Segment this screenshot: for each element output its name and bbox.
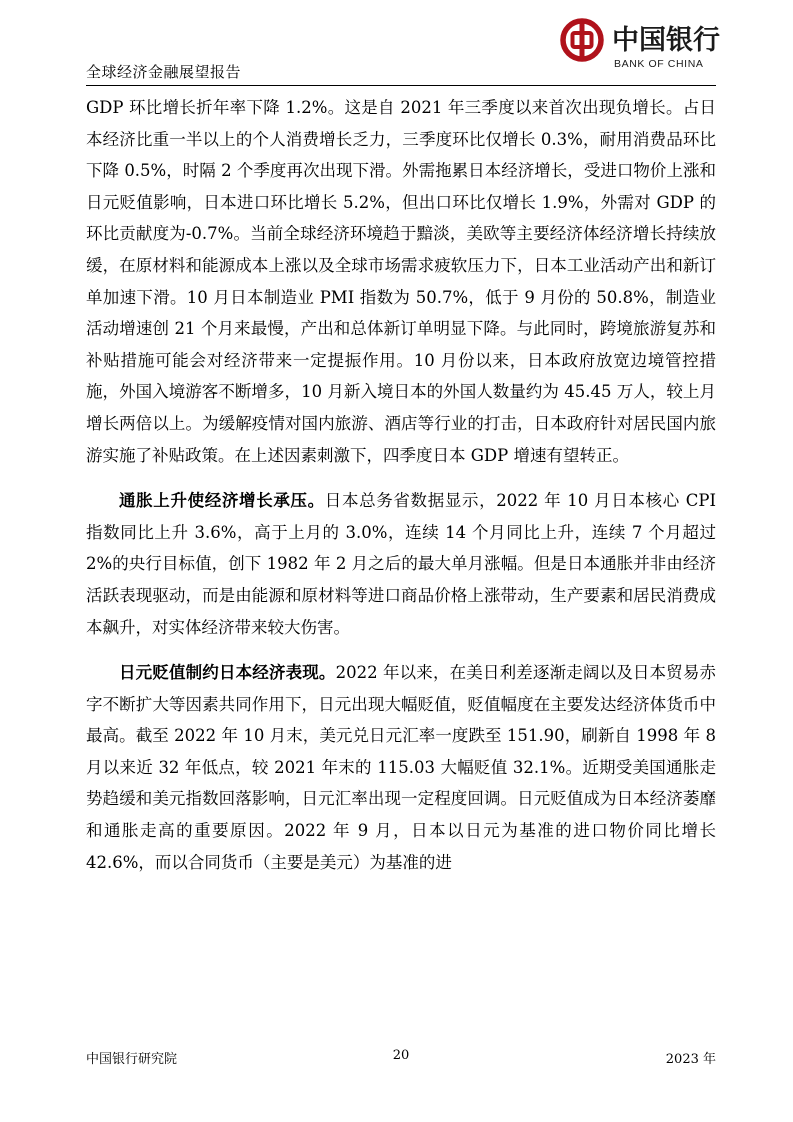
footer-year: 2023 年 [665,1052,716,1067]
page-header [86,14,720,84]
paragraph-lead: 通胀上升使经济增长承压。 [119,491,325,511]
bank-logo [556,14,720,80]
bank-of-china-emblem-icon [560,18,604,62]
paragraph [86,92,716,471]
paragraph-text: 日本总务省数据显示，2022 年 10 月日本核心 CPI 指数同比上升 3.6%，高于上月的 3.0%，连续 14 个月同比上升，连续 7 个月超过 2%的央行目标值，创下 1982 年 2 月之后的最大单月涨幅。但是日本通胀并非由经济活跃表现驱动，而是由能源和原材料等进口商品价格上涨带动，生产要素和居民消费成本飙升，对实体经济带来较大伤害。 [86,491,716,637]
page-footer [86,1048,716,1068]
paragraph [86,657,716,878]
logo-english-name: BANK OF CHINA [614,58,704,70]
page-number: 20 [392,1048,410,1063]
paragraph [86,485,716,643]
footer-institute: 中国银行研究院 [86,1052,178,1067]
paragraph-text: 2022 年以来，在美日利差逐渐走阔以及日本贸易赤字不断扩大等因素共同作用下，日元出现大幅贬值，贬值幅度在主要发达经济体货币中最高。截至 2022 年 10 月末，美元兑日元汇率一度跌至 151.90，刷新自 1998 年 8 月以来近 32 年低点，较 2021 年末的 115.03 大幅贬值 32.1%。近期受美国通胀走势趋缓和美元指数回落影响，日元汇率出现一定程度回调。日元贬值成为日本经济萎靡和通胀走高的重要原因。2022 年 9 月，日本以日元为基准的进口物价同比增长 42.6%，而以合同货币（主要是美元）为基准的进 [86,663,716,872]
header-divider [86,85,716,86]
main-content [86,92,716,878]
logo-chinese-name: 中国银行 [612,25,720,56]
paragraph-lead: 日元贬值制约日本经济表现。 [119,663,336,683]
paragraph-text: GDP 环比增长折年率下降 1.2%。这是自 2021 年三季度以来首次出现负增长。占日本经济比重一半以上的个人消费增长乏力，三季度环比仅增长 0.3%，耐用消费品环比下降 0.5%，时隔 2 个季度再次出现下滑。外需拖累日本经济增长，受进口物价上涨和日元贬值影响，日本进口环比增长 5.2%，但出口环比仅增长 1.9%，外需对 GDP 的环比贡献度为-0.7%。当前全球经济环境趋于黯淡，美欧等主要经济体经济增长持续放缓，在原材料和能源成本上涨以及全球市场需求疲软压力下，日本工业活动产出和新订单加速下滑。10 月日本制造业 PMI 指数为 50.7%，低于 9 月份的 50.8%，制造业活动增速创 21 个月来最慢，产出和总体新订单明显下降。与此同时，跨境旅游复苏和补贴措施可能会对经济带来一定提振作用。10 月份以来，日本政府放宽边境管控措施，外国入境游客不断增多，10 月新入境日本的外国人数量约为 45.45 万人，较上月增长两倍以上。为缓解疫情对国内旅游、酒店等行业的打击，日本政府针对居民国内旅游实施了补贴政策。在上述因素刺激下，四季度日本 GDP 增速有望转正。 [86,98,716,465]
report-title: 全球经济金融展望报告 [86,63,242,81]
